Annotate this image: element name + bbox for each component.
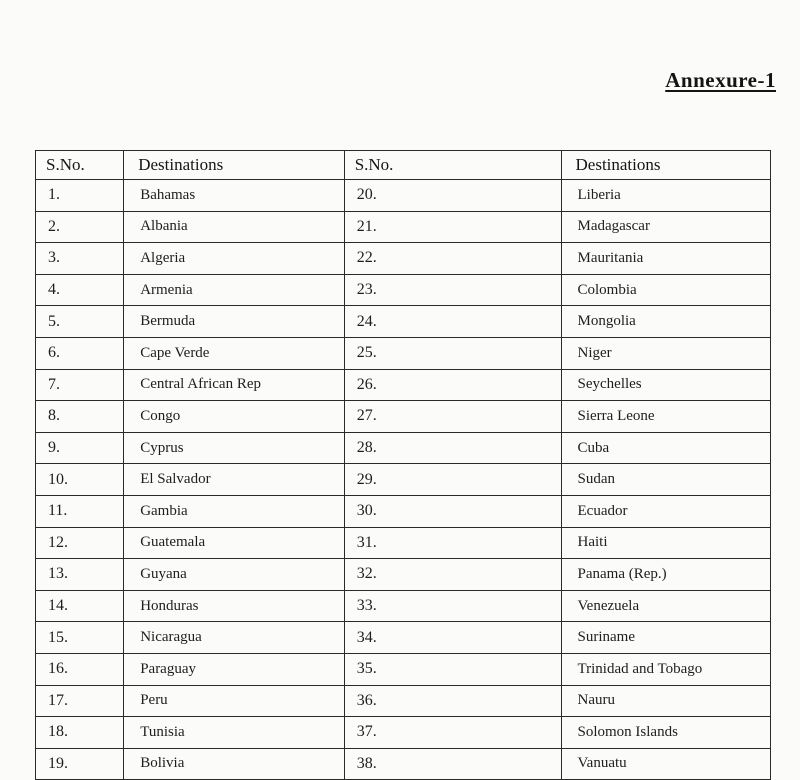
serial-number-cell: 27. [344, 401, 561, 433]
destination-cell: Honduras [124, 590, 345, 622]
destination-cell: Paraguay [124, 653, 345, 685]
destination-cell: Venezuela [561, 590, 771, 622]
destination-cell: Liberia [561, 180, 771, 212]
serial-number-cell: 29. [344, 464, 561, 496]
serial-number-cell: 9. [36, 432, 124, 464]
serial-number-cell: 21. [344, 211, 561, 243]
table-row [36, 369, 771, 401]
destination-cell: Sudan [561, 464, 771, 496]
serial-number-cell: 3. [36, 243, 124, 275]
serial-number-cell: 19. [36, 748, 124, 780]
table-header [36, 151, 771, 180]
serial-number-cell: 23. [344, 274, 561, 306]
table-body [36, 180, 771, 780]
serial-number-cell: 38. [344, 748, 561, 780]
serial-number-cell: 25. [344, 337, 561, 369]
serial-number-cell: 24. [344, 306, 561, 338]
destination-cell: Peru [124, 685, 345, 717]
header-sno-left: S.No. [36, 151, 124, 180]
header-row [36, 151, 771, 180]
destination-cell: Guatemala [124, 527, 345, 559]
table-row [36, 653, 771, 685]
table-row [36, 590, 771, 622]
table-row [36, 401, 771, 433]
destination-cell: Armenia [124, 274, 345, 306]
destination-cell: Mauritania [561, 243, 771, 275]
destination-cell: Cuba [561, 432, 771, 464]
serial-number-cell: 4. [36, 274, 124, 306]
table-row [36, 274, 771, 306]
table-row [36, 211, 771, 243]
serial-number-cell: 32. [344, 559, 561, 591]
destination-cell: Haiti [561, 527, 771, 559]
destination-cell: Nauru [561, 685, 771, 717]
table-row [36, 495, 771, 527]
destination-cell: Ecuador [561, 495, 771, 527]
serial-number-cell: 22. [344, 243, 561, 275]
serial-number-cell: 12. [36, 527, 124, 559]
table-row [36, 717, 771, 749]
destination-cell: Cyprus [124, 432, 345, 464]
serial-number-cell: 18. [36, 717, 124, 749]
serial-number-cell: 30. [344, 495, 561, 527]
destination-cell: Cape Verde [124, 337, 345, 369]
destination-cell: Nicaragua [124, 622, 345, 654]
destination-cell: Suriname [561, 622, 771, 654]
destination-cell: Mongolia [561, 306, 771, 338]
destination-cell: Seychelles [561, 369, 771, 401]
table-row [36, 464, 771, 496]
serial-number-cell: 35. [344, 653, 561, 685]
destination-cell: Guyana [124, 559, 345, 591]
serial-number-cell: 6. [36, 337, 124, 369]
destination-cell: Albania [124, 211, 345, 243]
destination-cell: Bahamas [124, 180, 345, 212]
destination-cell: Trinidad and Tobago [561, 653, 771, 685]
serial-number-cell: 8. [36, 401, 124, 433]
table-row [36, 306, 771, 338]
serial-number-cell: 5. [36, 306, 124, 338]
table-row [36, 337, 771, 369]
destination-cell: Tunisia [124, 717, 345, 749]
serial-number-cell: 11. [36, 495, 124, 527]
serial-number-cell: 20. [344, 180, 561, 212]
destination-cell: Sierra Leone [561, 401, 771, 433]
table-row [36, 527, 771, 559]
serial-number-cell: 15. [36, 622, 124, 654]
destination-cell: Panama (Rep.) [561, 559, 771, 591]
header-destinations-right: Destinations [561, 151, 771, 180]
table-row [36, 748, 771, 780]
destination-cell: Congo [124, 401, 345, 433]
annexure-heading: Annexure-1 [665, 68, 776, 92]
serial-number-cell: 31. [344, 527, 561, 559]
destination-cell: El Salvador [124, 464, 345, 496]
destination-cell: Solomon Islands [561, 717, 771, 749]
table-row [36, 432, 771, 464]
destination-cell: Madagascar [561, 211, 771, 243]
serial-number-cell: 2. [36, 211, 124, 243]
serial-number-cell: 34. [344, 622, 561, 654]
serial-number-cell: 14. [36, 590, 124, 622]
serial-number-cell: 36. [344, 685, 561, 717]
serial-number-cell: 28. [344, 432, 561, 464]
serial-number-cell: 17. [36, 685, 124, 717]
destination-cell: Central African Rep [124, 369, 345, 401]
serial-number-cell: 16. [36, 653, 124, 685]
destination-cell: Colombia [561, 274, 771, 306]
table-row [36, 622, 771, 654]
serial-number-cell: 1. [36, 180, 124, 212]
destinations-table [35, 150, 771, 780]
header-destinations-left: Destinations [124, 151, 345, 180]
table-row [36, 559, 771, 591]
destination-cell: Bolivia [124, 748, 345, 780]
table-row [36, 685, 771, 717]
serial-number-cell: 26. [344, 369, 561, 401]
serial-number-cell: 10. [36, 464, 124, 496]
table-row [36, 180, 771, 212]
serial-number-cell: 37. [344, 717, 561, 749]
serial-number-cell: 33. [344, 590, 561, 622]
destination-cell: Niger [561, 337, 771, 369]
header-sno-right: S.No. [344, 151, 561, 180]
destination-cell: Bermuda [124, 306, 345, 338]
table-row [36, 243, 771, 275]
serial-number-cell: 13. [36, 559, 124, 591]
serial-number-cell: 7. [36, 369, 124, 401]
destination-cell: Gambia [124, 495, 345, 527]
destination-cell: Algeria [124, 243, 345, 275]
destination-cell: Vanuatu [561, 748, 771, 780]
